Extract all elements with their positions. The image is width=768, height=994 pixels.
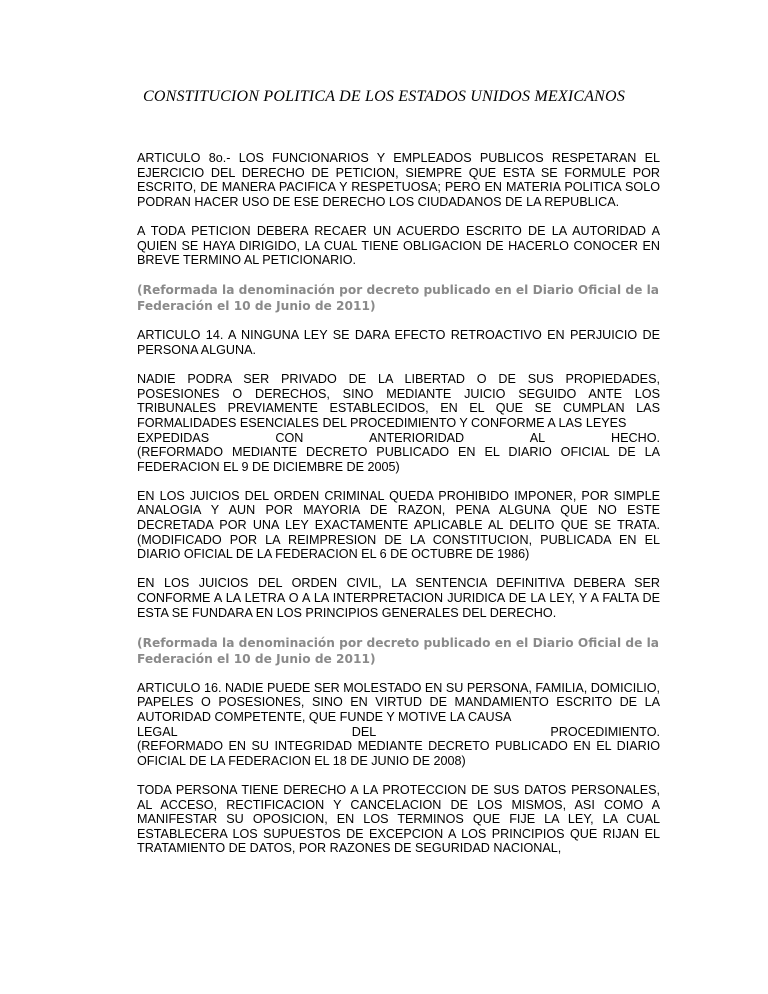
paragraph-orden-criminal: EN LOS JUICIOS DEL ORDEN CRIMINAL QUEDA PROHIBIDO IMPONER, POR SIMPLE ANALOGIA Y AUN POR MAYORIA DE RAZON, PENA ALGUNA QUE NO ESTE DECRETADA POR UNA LEY EXACTAMENTE APLICABLE AL DELITO QUE SE TRATA. (MODIFICADO POR LA REIMPRESION DE LA CONSTITUCION, PUBLICADA EN EL DIARIO OFICIAL DE LA FEDERACION EL 6 DE OCTUBRE DE 1986) (137, 488, 660, 562)
document-body (137, 151, 660, 871)
page-header-title: CONSTITUCION POLITICA DE LOS ESTADOS UNIDOS MEXICANOS (142, 88, 626, 105)
reform-note: (Reformada la denominación por decreto publicado en el Diario Oficial de la Federación el 10 de Junio de 2011) (137, 635, 659, 666)
paragraph-peticion-acuerdo: A TODA PETICION DEBERA RECAER UN ACUERDO ESCRITO DE LA AUTORIDAD A QUIEN SE HAYA DIRIGIDO, LA CUAL TIENE OBLIGACION DE HACERLO CONOCER EN BREVE TERMINO AL PETICIONARIO. (137, 223, 660, 268)
paragraph-orden-civil: EN LOS JUICIOS DEL ORDEN CIVIL, LA SENTENCIA DEFINITIVA DEBERA SER CONFORME A LA LETRA O A LA INTERPRETACION JURIDICA DE LA LEY, Y A FALTA DE ESTA SE FUNDARA EN LOS PRINCIPIOS GENERALES DEL DERECHO. (137, 576, 660, 620)
paragraph-article-14: ARTICULO 14. A NINGUNA LEY SE DARA EFECTO RETROACTIVO EN PERJUICIO DE PERSONA ALGUNA. (137, 328, 660, 357)
reform-annotation: (REFORMADO MEDIANTE DECRETO PUBLICADO EN EL DIARIO OFICIAL DE LA FEDERACION EL 9 DE DICIEMBRE DE 2005) (137, 445, 660, 474)
paragraph-datos-personales: TODA PERSONA TIENE DERECHO A LA PROTECCION DE SUS DATOS PERSONALES, AL ACCESO, RECTIFICACION Y CANCELACION DE LOS MISMOS, ASI COMO A MANIFESTAR SU OPOSICION, EN LOS TERMINOS QUE FIJE LA LEY, LA CUAL ESTABLECERA LOS SUPUESTOS DE EXCEPCION A LOS PRINCIPIOS QUE RIJAN EL TRATAMIENTO DE DATOS, POR RAZONES DE SEGURIDAD NACIONAL, (137, 782, 660, 856)
paragraph-privacion-libertad (137, 372, 660, 474)
paragraph-text: ARTICULO 16. NADIE PUEDE SER MOLESTADO EN SU PERSONA, FAMILIA, DOMICILIO, PAPELES O POSESIONES, SINO EN VIRTUD DE MANDAMIENTO ESCRITO DE LA AUTORIDAD COMPETENTE, QUE FUNDE Y MOTIVE LA CAUSA (137, 680, 660, 724)
paragraph-text: NADIE PODRA SER PRIVADO DE LA LIBERTAD O DE SUS PROPIEDADES, POSESIONES O DERECHOS, SINO MEDIANTE JUICIO SEGUIDO ANTE LOS TRIBUNALES PREVIAMENTE ESTABLECIDOS, EN EL QUE SE CUMPLAN LAS FORMALIDADES ESENCIALES DEL PROCEDIMIENTO Y CONFORME A LAS LEYES (137, 372, 660, 430)
paragraph-text: EXPEDIDAS CON ANTERIORIDAD AL HECHO. (137, 430, 660, 445)
paragraph-article-8: ARTICULO 8o.- LOS FUNCIONARIOS Y EMPLEADOS PUBLICOS RESPETARAN EL EJERCICIO DEL DERECHO DE PETICION, SIEMPRE QUE ESTA SE FORMULE POR ESCRITO, DE MANERA PACIFICA Y RESPETUOSA; PERO EN MATERIA POLITICA SOLO PODRAN HACER USO DE ESE DERECHO LOS CIUDADANOS DE LA REPUBLICA. (137, 151, 660, 209)
paragraph-text: LEGAL DEL PROCEDIMIENTO. (137, 724, 660, 739)
reform-note: (Reformada la denominación por decreto publicado en el Diario Oficial de la Federación el 10 de Junio de 2011) (137, 283, 659, 314)
paragraph-article-16 (137, 681, 660, 769)
reform-annotation: (REFORMADO EN SU INTEGRIDAD MEDIANTE DECRETO PUBLICADO EN EL DIARIO OFICIAL DE LA FEDERACION EL 18 DE JUNIO DE 2008) (137, 739, 660, 768)
